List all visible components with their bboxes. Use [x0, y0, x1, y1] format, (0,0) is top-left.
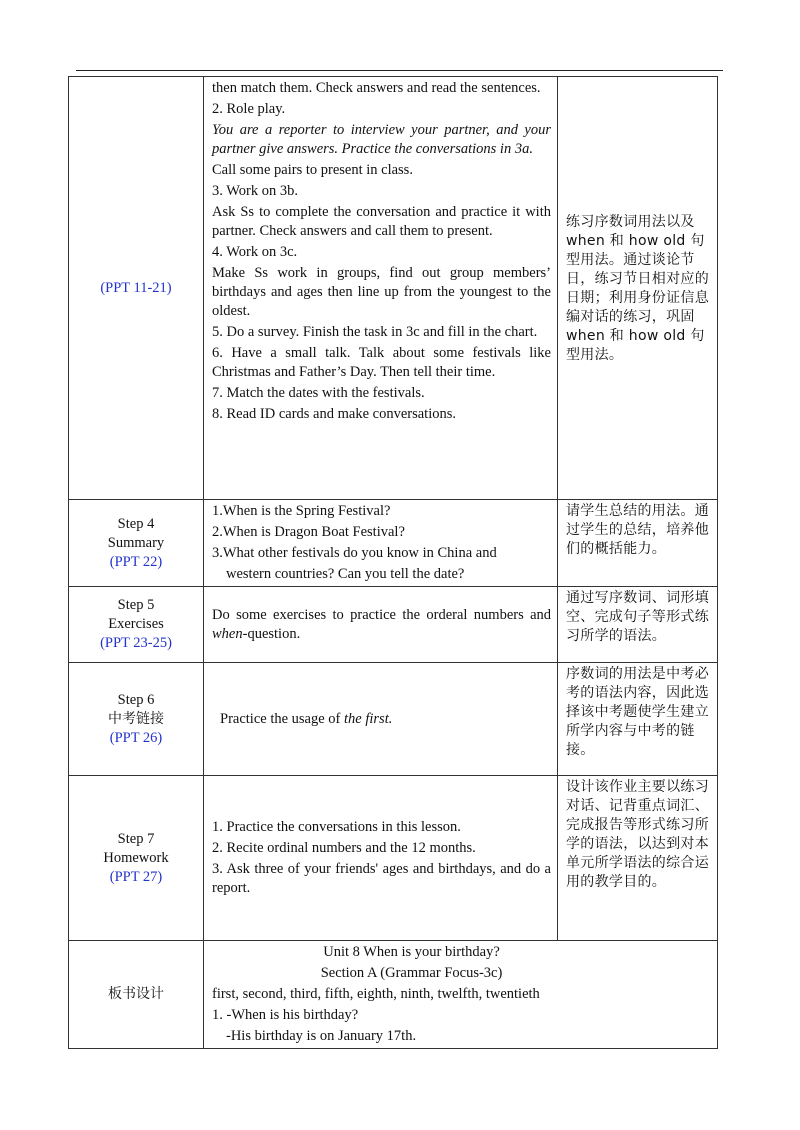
board-title: Unit 8 When is your birthday?	[323, 944, 500, 960]
step6-content-cell	[204, 663, 558, 776]
step6-note-cell: 序数词的用法是中考必考的语法内容，因此选择该中考题使学生建立所学内容与中考的链接。	[558, 663, 718, 776]
step4-line-2: 2.When is Dragon Boat Festival?	[212, 524, 405, 540]
step5-name: Exercises	[108, 616, 164, 632]
step5-text	[212, 606, 551, 644]
step4-name: Summary	[107, 534, 165, 551]
step6-text-em: the first.	[344, 710, 393, 727]
header-rule	[76, 70, 723, 71]
practice-line-2: 2. Role play.	[212, 101, 286, 117]
practice-row	[69, 77, 718, 500]
board-label: 板书设计	[108, 986, 164, 1002]
step6-name: 中考链接	[108, 710, 164, 727]
practice-line-4: Call some pairs to present in class.	[212, 162, 413, 178]
step4-line-3: 3.What other festivals do you know in China and	[212, 545, 497, 561]
board-answer: -His birthday is on January 17th.	[226, 1028, 417, 1044]
step4-note-cell: 请学生总结的用法。通过学生的总结，培养他们的概括能力。	[558, 500, 718, 587]
step7-ppt-ref: (PPT 27)	[109, 868, 163, 885]
step7-step-cell	[69, 776, 204, 941]
step7-name: Homework	[103, 849, 169, 866]
step6-text	[212, 710, 551, 729]
step5-note-cell: 通过写序数词、词形填空、完成句子等形式练习所学的语法。	[558, 587, 718, 663]
step7-line-3: 3. Ask three of your friends' ages and birthdays, and do a report.	[212, 861, 551, 896]
practice-line-11: 7. Match the dates with the festivals.	[212, 385, 425, 401]
step6-text-a: Practice the usage of	[220, 710, 345, 727]
step6-label: Step 6	[117, 691, 155, 708]
practice-line-8: Make Ss work in groups, find out group members’ birthdays and ages then line up from the youngest to the oldest.	[212, 265, 551, 319]
step5-text-em: when	[212, 625, 243, 642]
lesson-plan-table	[68, 76, 718, 1049]
step5-ppt-ref: (PPT 23-25)	[100, 635, 172, 651]
practice-line-7: 4. Work on 3c.	[212, 244, 298, 260]
board-row	[69, 941, 718, 1049]
step5-row	[69, 587, 718, 663]
step7-line-2: 2. Recite ordinal numbers and the 12 months.	[212, 840, 476, 856]
step7-content-cell	[204, 776, 558, 941]
board-label-cell	[69, 941, 204, 1049]
practice-line-12: 8. Read ID cards and make conversations.	[212, 406, 457, 422]
step4-label: Step 4	[117, 515, 155, 532]
step5-text-a: Do some exercises to practice the orderal numbers and	[212, 606, 551, 623]
practice-content-cell	[204, 77, 558, 500]
practice-line-3: You are a reporter to interview your partner, and your partner give answers. Practice the conversations in 3a.	[212, 122, 551, 157]
step4-step-cell	[69, 500, 204, 587]
step5-content-cell	[204, 587, 558, 663]
step7-note-cell: 设计该作业主要以练习对话、记背重点词汇、完成报告等形式练习所学的语法，以达到对本单元所学语法的综合运用的教学目的。	[558, 776, 718, 941]
step7-label: Step 7	[117, 830, 155, 847]
step6-row	[69, 663, 718, 776]
step7-line-1: 1. Practice the conversations in this lesson.	[212, 819, 461, 835]
step4-row	[69, 500, 718, 587]
practice-step-cell	[69, 77, 204, 500]
board-subtitle: Section A (Grammar Focus-3c)	[320, 965, 503, 981]
step5-step-cell	[69, 587, 204, 663]
step4-line-1: 1.When is the Spring Festival?	[212, 503, 391, 519]
board-content-cell	[204, 941, 718, 1049]
board-words: first, second, third, fifth, eighth, ninth, twelfth, twentieth	[212, 986, 540, 1002]
step4-ppt-ref: (PPT 22)	[109, 553, 163, 570]
step7-row	[69, 776, 718, 941]
board-question: 1. -When is his birthday?	[212, 1007, 359, 1023]
step4-line-4: western countries? Can you tell the date?	[226, 566, 465, 582]
practice-line-10: 6. Have a small talk. Talk about some festivals like Christmas and Father’s Day. Then tell their time.	[212, 345, 551, 380]
step5-label: Step 5	[117, 597, 155, 613]
step6-step-cell	[69, 663, 204, 776]
step4-content-cell	[204, 500, 558, 587]
step5-text-b: -question.	[242, 625, 301, 642]
practice-line-1: then match them. Check answers and read the sentences.	[212, 80, 541, 96]
practice-line-6: Ask Ss to complete the conversation and practice it with partner. Check answers and call them to present.	[212, 204, 551, 239]
practice-line-9: 5. Do a survey. Finish the task in 3c and fill in the chart.	[212, 324, 538, 340]
practice-ppt-ref: (PPT 11-21)	[100, 279, 172, 296]
practice-note-cell: 练习序数词用法以及 when 和 how old 句型用法。通过谈论节日，练习节日相对应的日期；利用身份证信息编对话的练习，巩固 when 和 how old 句型用法。	[558, 77, 718, 500]
step6-ppt-ref: (PPT 26)	[109, 729, 163, 746]
practice-line-5: 3. Work on 3b.	[212, 183, 298, 199]
